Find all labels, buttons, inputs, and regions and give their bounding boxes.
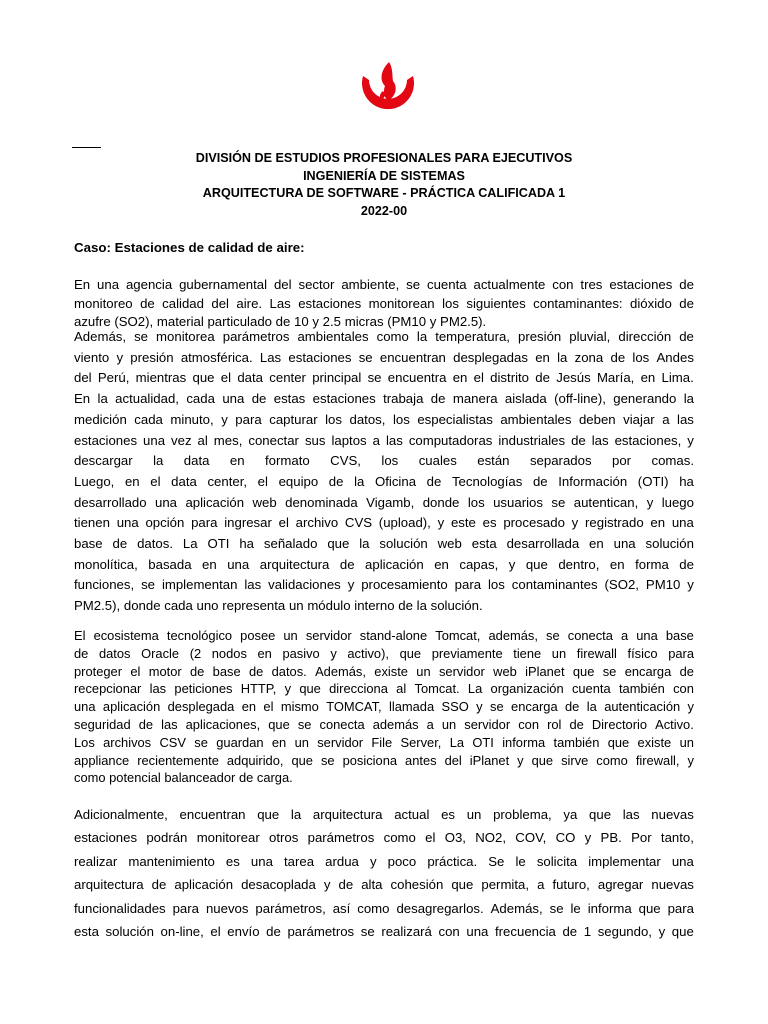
text-line: realizar mantenimiento es una tarea ardua y poco práctica. Se le solicita implementar una	[74, 853, 694, 869]
text-line: funciones, se implementan las validaciones y procesamiento para los contaminantes (SO2, PM10 y	[74, 577, 694, 593]
text-line: El ecosistema tecnológico posee un servidor stand-alone Tomcat, además, se conecta a una base	[74, 628, 694, 643]
paragraph-context	[74, 327, 694, 617]
text-line: seguridad de las aplicaciones, que se conecta además a un servidor con rol de Directorio Activo.	[74, 716, 694, 732]
university-logo	[352, 60, 424, 118]
text-line: monolítica, basada en una arquitectura de aplicación en capas, y que dentro, en forma de	[74, 556, 694, 572]
text-line: appliance recientemente adquirido, que se posiciona antes del iPlanet y que sirve como firewall, y	[74, 752, 694, 768]
header-term: 2022-00	[360, 203, 408, 218]
top-rule	[72, 147, 101, 148]
text-line: esta solución on-line, el envío de parámetros se realizará con una frecuencia de 1 segundo, y que	[74, 924, 694, 940]
header-division: DIVISIÓN DE ESTUDIOS PROFESIONALES PARA EJECUTIVOS	[195, 151, 573, 165]
text-line: arquitectura de aplicación desacoplada y de alta cohesión que permita, a futuro, agregar nuevas	[74, 877, 694, 893]
text-line: En una agencia gubernamental del sector ambiente, se cuenta actualmente con tres estaciones de	[74, 277, 694, 292]
case-title: Caso: Estaciones de calidad de aire:	[74, 240, 305, 255]
header-program: INGENIERÍA DE SISTEMAS	[303, 168, 465, 183]
text-line: desarrollado una aplicación web denominada Vigamb, donde los usuarios se autentican, y luego	[74, 494, 694, 510]
text-line: PM2.5), donde cada uno representa un módulo interno de la solución.	[74, 598, 483, 614]
text-line: Además, se monitorea parámetros ambientales como la temperatura, presión pluvial, dirección de	[74, 329, 694, 344]
text-line: proteger el motor de base de datos. Además, existe un servidor web iPlanet que se encarga de	[74, 663, 694, 679]
text-line: viento y presión atmosférica. Las estaciones se encuentran desplegadas en la zona de los Andes	[74, 349, 694, 365]
paragraph-requirements	[74, 803, 694, 943]
text-line: tienen una opción para ingresar el archivo CVS (upload), y este es procesado y registrado en una	[74, 515, 694, 531]
text-line: base de datos. La OTI ha señalado que la solución web esta desarrollada en una solución	[74, 536, 694, 552]
text-line: Los archivos CSV se guardan en un servidor File Server, La OTI informa también que existe un	[74, 734, 694, 750]
text-line: como potencial balanceador de carga.	[74, 770, 293, 786]
text-line: funcionalidades para nuevos parámetros, así como desagregarlos. Además, se le informa que para	[74, 900, 694, 916]
text-line: Luego, en el data center, el equipo de la Oficina de Tecnologías de Información (OTI) ha	[74, 473, 694, 489]
text-line: una aplicación desplegada en el mismo TOMCAT, llamada SSO y se encarga de la autenticación y	[74, 699, 694, 715]
text-line: recepcionar las peticiones HTTP, y que direcciona al Tomcat. La organización cuenta también con	[74, 681, 694, 697]
text-line: estaciones una vez al mes, conectar sus laptos a las computadoras industriales de las estaciones, y	[74, 432, 694, 448]
text-line: descargar la data en formato CVS, los cuales están separados por comas.	[74, 453, 694, 469]
text-line: En la actualidad, cada una de estas estaciones trabaja de manera aislada (off-line), generando la	[74, 391, 694, 407]
text-line: medición cada minuto, y para capturar los datos, los especialistas ambientales deben viajar a las	[74, 411, 694, 427]
document-header	[72, 150, 696, 220]
text-line: monitoreo de calidad del aire. Las estaciones monitorean los siguientes contaminantes: dióxido de	[74, 295, 694, 311]
text-line: estaciones podrán monitorear otros parámetros como el O3, NO2, COV, CO y PB. Por tanto,	[74, 830, 694, 846]
text-line: Adicionalmente, encuentran que la arquitectura actual es un problema, ya que las nuevas	[74, 807, 694, 822]
paragraph-ecosystem	[74, 627, 694, 787]
text-line: de datos Oracle (2 nodos en pasivo y activo), que previamente tiene un firewall físico para	[74, 645, 694, 661]
text-line: del Perú, mientras que el data center principal se encuentra en el distrito de Jesús María, en Lima.	[74, 370, 694, 386]
text-line: azufre (SO2), material particulado de 10 y 2.5 micras (PM10 y PM2.5).	[74, 314, 487, 329]
header-course: ARQUITECTURA DE SOFTWARE - PRÁCTICA CALIFICADA 1	[202, 186, 566, 200]
paragraph-intro	[74, 276, 694, 332]
